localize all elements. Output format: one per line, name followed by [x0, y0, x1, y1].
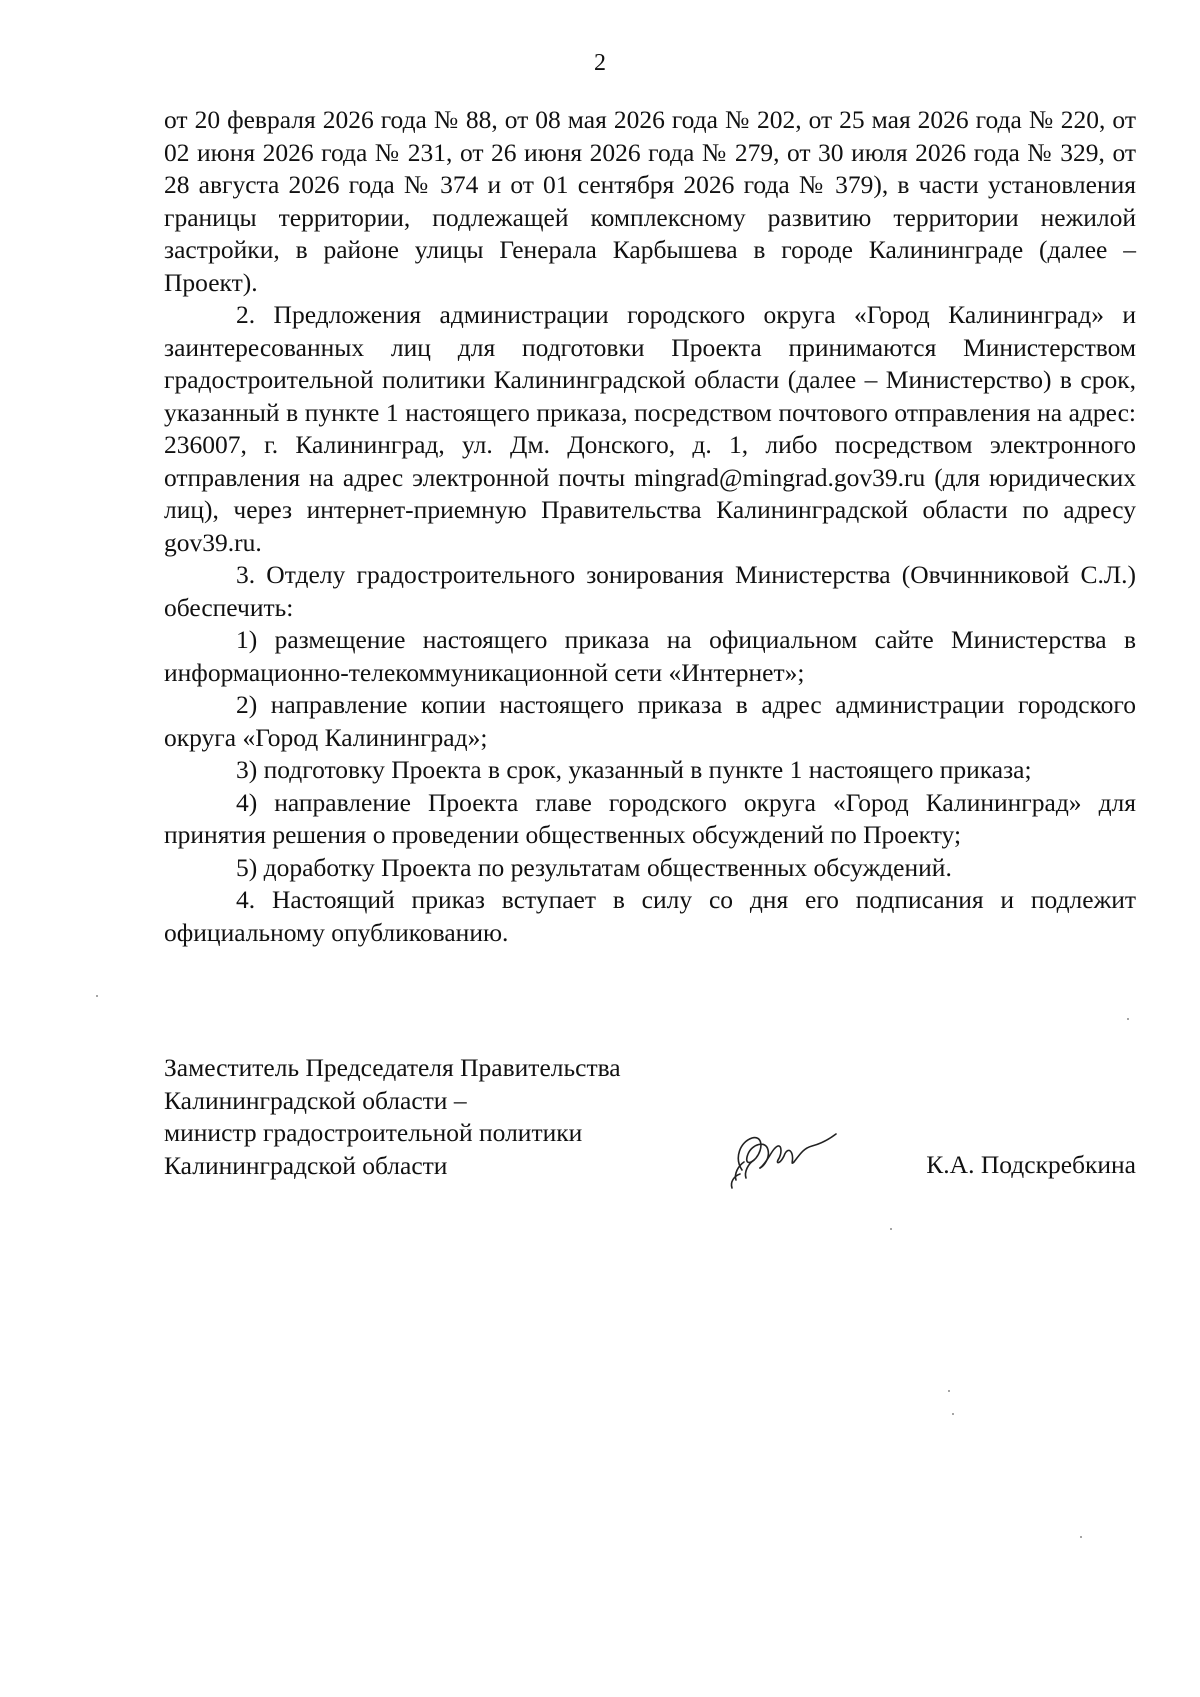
scan-speck	[96, 995, 98, 997]
scan-speck	[1080, 1536, 1082, 1538]
scan-speck	[952, 1413, 954, 1415]
page-number: 2	[594, 50, 606, 76]
scan-speck	[1127, 1018, 1129, 1020]
paragraph-3-instructions: 3. Отделу градостроительного зонирования Министерства (Овчинниковой С.Л.) обеспечить:	[164, 560, 1136, 622]
subitem-2-send-copy: 2) направление копии настоящего приказа в адрес администрации городского округа «Город Калининград»;	[164, 690, 1136, 752]
subitem-3-prepare-project: 3) подготовку Проекта в срок, указанный в пункте 1 настоящего приказа;	[236, 755, 1032, 784]
signatory-title-line: Калининградской области –	[164, 1085, 467, 1115]
handwritten-signature	[724, 1118, 844, 1198]
signatory-name: К.А. Подскребкина	[926, 1150, 1136, 1179]
signatory-title-line: министр градостроительной политики	[164, 1118, 583, 1147]
subitem-4-send-project: 4) направление Проекта главе городского округа «Город Калининград» для принятия решения о проведении общественных обсуждений по Проекту;	[164, 787, 1136, 849]
signature-block	[164, 1052, 1136, 1192]
scan-speck	[948, 1390, 950, 1392]
paragraph-4-effective: 4. Настоящий приказ вступает в силу со дня его подписания и подлежит официальному опубликованию.	[164, 885, 1136, 947]
paragraph-1-continuation: от 20 февраля 2026 года № 88, от 08 мая 2026 года № 202, от 25 мая 2026 года № 220, от 02 июня 2026 года № 231, от 26 июня 2026 года № 279, от 30 июля 2026 года № 329, от 28 августа 2026 года № 374 и от 01 сентября 2026 года № 379), в части установления границы территории, подлежащей комплексному развитию территории нежилой застройки, в районе улицы Генерала Карбышева в городе Калининграде (далее – Проект).	[164, 105, 1136, 297]
signatory-title	[164, 1052, 621, 1182]
signatory-title-line: Заместитель Председателя Правительства	[164, 1053, 621, 1082]
scan-speck	[890, 1228, 892, 1230]
document-body	[164, 104, 1136, 949]
paragraph-2-proposals: 2. Предложения администрации городского округа «Город Калининград» и заинтересованных лиц для подготовки Проекта принимаются Министерством градостроительной политики Калининградской области (далее – Министерство) в срок, указанный в пункте 1 настоящего приказа, посредством почтового отправления на адрес: 236007, г. Калининград, ул. Дм. Донского, д. 1, либо посредством электронного отправления на адрес электронной почты mingrad@mingrad.gov39.ru (для юридических лиц), через интернет-приемную Правительства Калининградской области по адресу gov39.ru.	[164, 300, 1136, 557]
subitem-5-revise-project: 5) доработку Проекта по результатам общественных обсуждений.	[236, 852, 952, 882]
subitem-1-publication: 1) размещение настоящего приказа на официальном сайте Министерства в информационно-телекоммуникационной сети «Интернет»;	[164, 625, 1136, 687]
signatory-title-line: Калининградской области	[164, 1150, 448, 1180]
